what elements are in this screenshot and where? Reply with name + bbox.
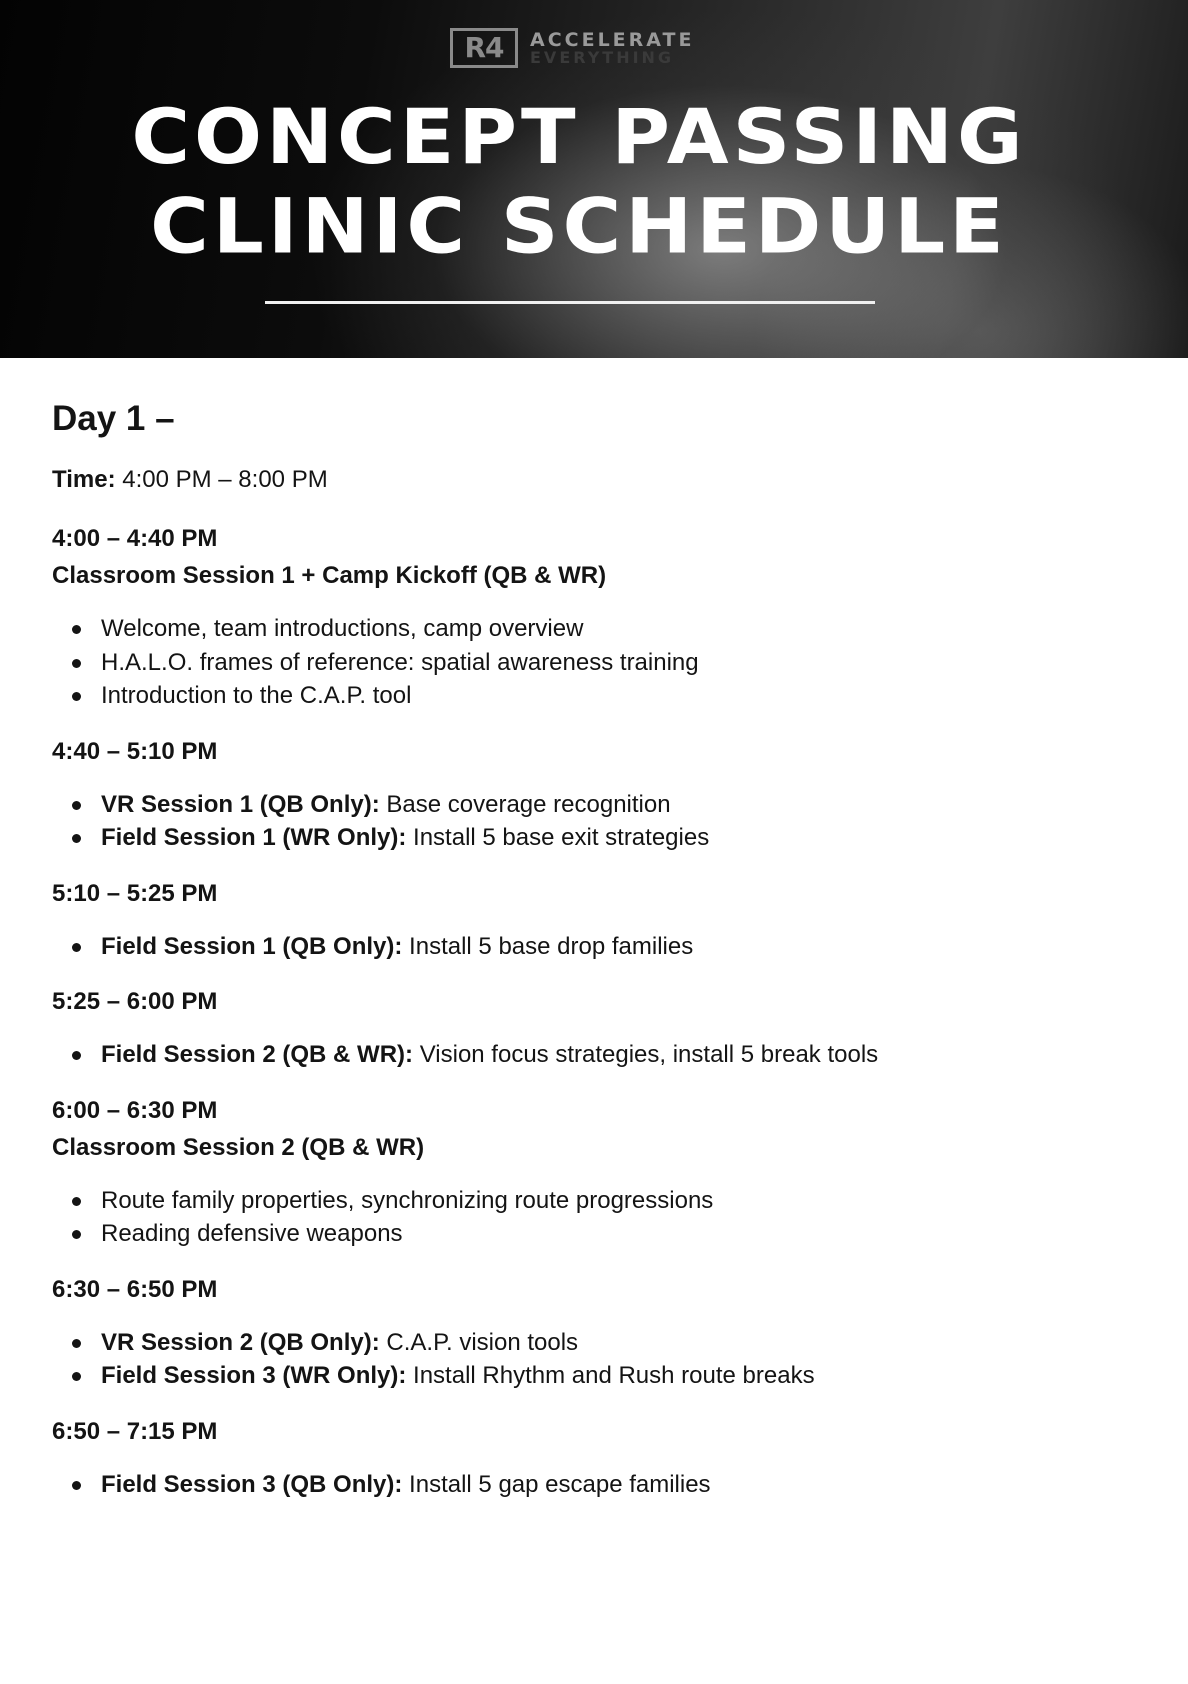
header-banner — [0, 0, 1188, 358]
logo-wordmark — [530, 30, 694, 66]
list-item — [52, 646, 1152, 680]
schedule-block — [52, 1271, 1152, 1393]
title-line-2: CLINIC SCHEDULE — [150, 182, 1008, 271]
schedule-block — [52, 733, 1152, 855]
time-slot: 6:50 – 7:15 PM — [52, 1417, 218, 1445]
list-item — [52, 788, 1152, 822]
schedule-block — [52, 983, 1152, 1072]
schedule-content — [52, 392, 1152, 1501]
time-slot: 5:25 – 6:00 PM — [52, 988, 218, 1015]
list-item — [52, 679, 1152, 713]
list-item-text: Install 5 base exit strategies — [406, 824, 710, 851]
logo-text-line2: EVERYTHING — [530, 48, 675, 67]
session-list — [52, 1038, 1152, 1072]
r4-logo-icon: R4 — [450, 28, 518, 68]
schedule-block — [52, 1413, 1152, 1502]
time-slot: 6:00 – 6:30 PM — [52, 1096, 218, 1124]
time-slot: 6:30 – 6:50 PM — [52, 1275, 218, 1303]
list-item — [52, 1326, 1152, 1360]
list-item-label: Field Session 3 (WR Only): — [101, 1362, 407, 1389]
list-item-text: Vision focus strategies, install 5 break tools — [413, 1041, 879, 1068]
list-item-label: Field Session 2 (QB & WR): — [101, 1041, 414, 1068]
session-list — [52, 612, 1152, 713]
list-item-text: C.A.P. vision tools — [379, 1328, 579, 1356]
session-list — [52, 788, 1152, 855]
list-item-label: Field Session 1 (QB Only): — [101, 932, 403, 960]
schedule-block — [52, 1092, 1152, 1251]
list-item — [52, 1468, 1152, 1502]
list-item-text: Base coverage recognition — [379, 790, 671, 818]
list-item — [52, 612, 1152, 646]
page-title — [0, 93, 1158, 272]
session-list — [52, 1184, 1152, 1251]
list-item-label: VR Session 1 (QB Only): — [101, 790, 380, 818]
list-item-text: Install Rhythm and Rush route breaks — [406, 1362, 815, 1389]
time-value: 4:00 PM – 8:00 PM — [115, 466, 328, 493]
schedule-block — [52, 520, 1152, 713]
list-item-label: VR Session 2 (QB Only): — [101, 1328, 380, 1356]
logo-text-line1: ACCELERATE — [530, 29, 695, 51]
day-heading: Day 1 – — [52, 399, 175, 438]
list-item-text: Route family properties, synchronizing route progressions — [101, 1186, 714, 1214]
list-item-text: Introduction to the C.A.P. tool — [101, 682, 412, 709]
list-item-text: Welcome, team introductions, camp overview — [101, 615, 584, 642]
schedule-block — [52, 875, 1152, 964]
session-list — [52, 1326, 1152, 1393]
list-item-text: Install 5 gap escape families — [402, 1470, 711, 1498]
time-slot: 5:10 – 5:25 PM — [52, 879, 218, 907]
list-item — [52, 1359, 1152, 1393]
list-item-label: Field Session 3 (QB Only): — [101, 1470, 403, 1498]
title-divider — [265, 301, 875, 304]
list-item-text: Install 5 base drop families — [402, 932, 694, 960]
session-title: Classroom Session 2 (QB & WR) — [52, 1133, 425, 1161]
list-item — [52, 821, 1152, 855]
list-item-text: H.A.L.O. frames of reference: spatial awareness training — [101, 648, 699, 676]
list-item-text: Reading defensive weapons — [101, 1220, 403, 1247]
list-item-label: Field Session 1 (WR Only): — [101, 824, 407, 851]
list-item — [52, 1038, 1152, 1072]
list-item — [52, 1184, 1152, 1218]
session-list — [52, 930, 1152, 964]
session-title: Classroom Session 1 + Camp Kickoff (QB & WR) — [52, 562, 607, 589]
list-item — [52, 930, 1152, 964]
time-label: Time: — [52, 466, 116, 493]
time-slot: 4:00 – 4:40 PM — [52, 525, 218, 552]
session-list — [52, 1468, 1152, 1502]
brand-logo — [450, 27, 694, 69]
title-line-1: CONCEPT PASSING — [131, 92, 1027, 182]
time-slot: 4:40 – 5:10 PM — [52, 737, 218, 765]
list-item — [52, 1217, 1152, 1251]
time-range — [52, 460, 1152, 500]
